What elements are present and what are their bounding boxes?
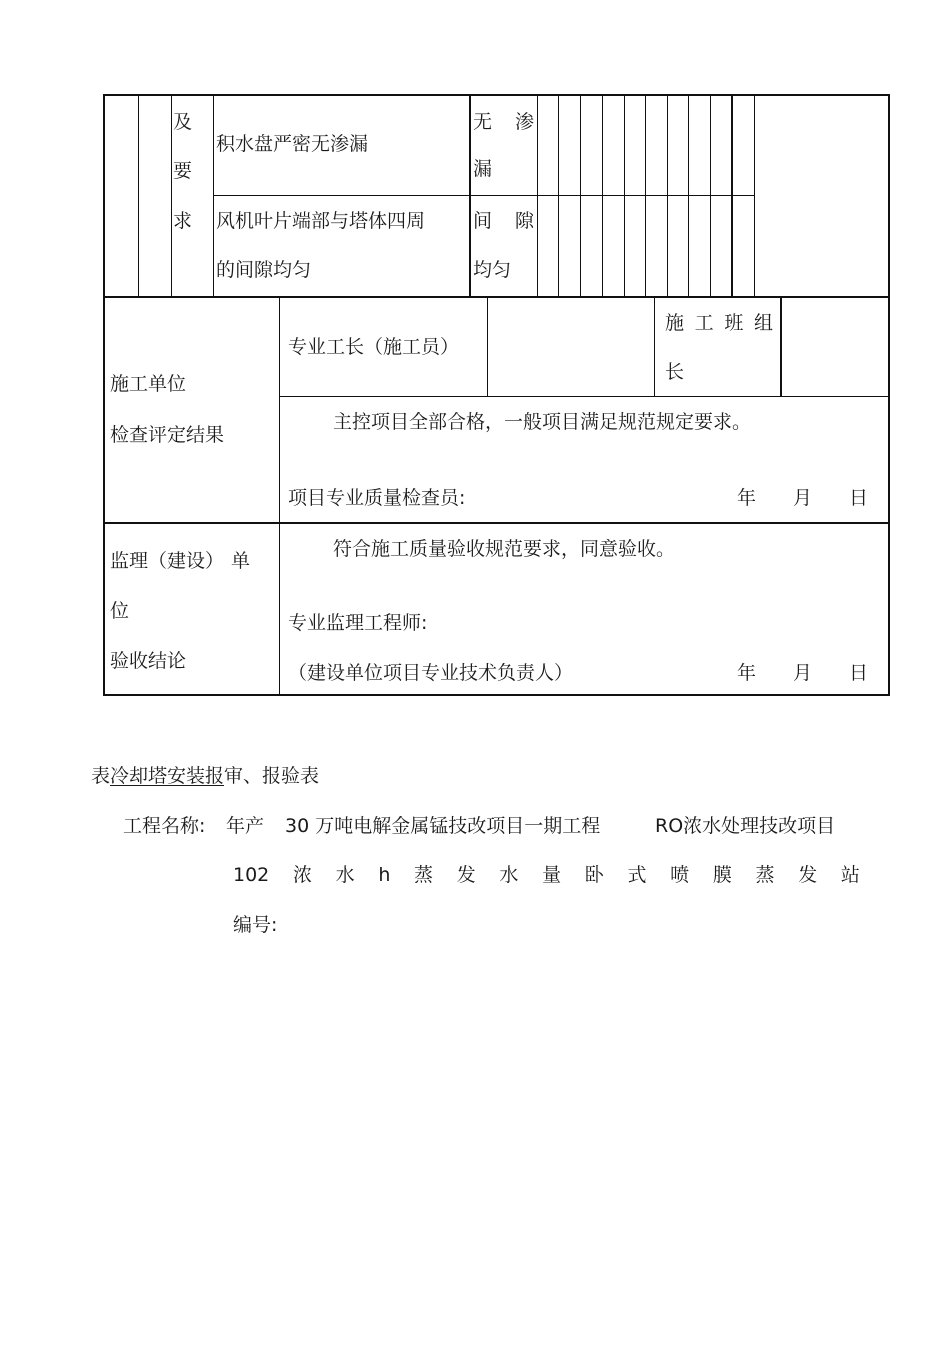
supervision-unit-label-line1: 监理（建设） 单 (110, 550, 251, 572)
project-name-line2: 102 浓 水 h 蒸 发 水 量 卧 式 喷 膜 蒸 发 站 (233, 864, 860, 886)
col-divider (469, 94, 471, 296)
date-month: 月 (793, 662, 813, 684)
col-divider (667, 94, 668, 296)
standard-gap-line2: 均匀 (473, 259, 512, 281)
quality-inspector-label: 项目专业质量检查员: (288, 487, 466, 509)
row-divider (214, 195, 754, 196)
row-divider (280, 396, 890, 397)
col-divider (138, 94, 139, 296)
col-divider (780, 296, 782, 396)
col-divider (580, 94, 581, 296)
col-divider (487, 296, 488, 396)
project-name-part3: RO浓水处理技改项目 (655, 815, 836, 837)
supervision-result-label: 验收结论 (110, 650, 187, 672)
construction-conclusion: 主控项目全部合格，一般项目满足规范规定要求。 (333, 411, 752, 433)
construction-unit-label: 施工单位 (110, 373, 187, 395)
col-divider (645, 94, 646, 296)
requirement-column-char: 要 (173, 160, 193, 182)
team-leader-label-line2: 长 (665, 361, 685, 383)
date-year: 年 (737, 662, 757, 684)
project-name-part2: 30 万吨电解金属锰技改项目一期工程 (285, 815, 601, 837)
standard-no-leak-line2: 漏 (473, 158, 493, 180)
construction-result-label: 检查评定结果 (110, 424, 225, 446)
requirement-column-char: 及 (173, 111, 193, 133)
check-item-fan-blade-line1: 风机叶片端部与塔体四周 (216, 210, 426, 232)
form-number-label: 编号: (233, 914, 278, 936)
date-year: 年 (737, 487, 757, 509)
col-divider (654, 296, 655, 396)
date-month: 月 (793, 487, 813, 509)
col-divider (171, 94, 172, 296)
inspection-table (103, 94, 890, 696)
col-divider (688, 94, 689, 296)
form-caption: 表冷却塔安装报审、报验表 (91, 765, 320, 787)
foreman-label: 专业工长（施工员） (288, 336, 460, 358)
col-divider (754, 94, 755, 296)
col-divider (537, 94, 538, 296)
row-divider (103, 522, 890, 524)
check-item-fan-blade-line2: 的间隙均匀 (216, 259, 312, 281)
date-day: 日 (849, 487, 869, 509)
owner-representative-label: （建设单位项目专业技术负责人） (288, 662, 574, 684)
row-divider (103, 296, 890, 298)
project-name-part1: 年产 (226, 815, 265, 837)
col-divider (279, 296, 280, 696)
col-divider (710, 94, 711, 296)
col-divider (602, 94, 603, 296)
col-divider (624, 94, 625, 296)
supervising-engineer-label: 专业监理工程师: (288, 612, 428, 634)
check-item-drip-tray: 积水盘严密无渗漏 (216, 133, 369, 155)
requirement-column-char: 求 (173, 210, 193, 232)
col-divider (558, 94, 559, 296)
date-day: 日 (849, 662, 869, 684)
standard-gap-line1: 间 隙 (473, 210, 534, 232)
col-divider (731, 94, 733, 296)
supervision-unit-label-line2: 位 (110, 600, 130, 622)
standard-no-leak-line1: 无 渗 (473, 111, 534, 133)
col-divider (213, 94, 214, 296)
supervision-conclusion: 符合施工质量验收规范要求，同意验收。 (333, 538, 676, 560)
team-leader-label-line1: 施 工 班 组 (665, 312, 773, 334)
project-name-label: 工程名称: (123, 815, 206, 837)
